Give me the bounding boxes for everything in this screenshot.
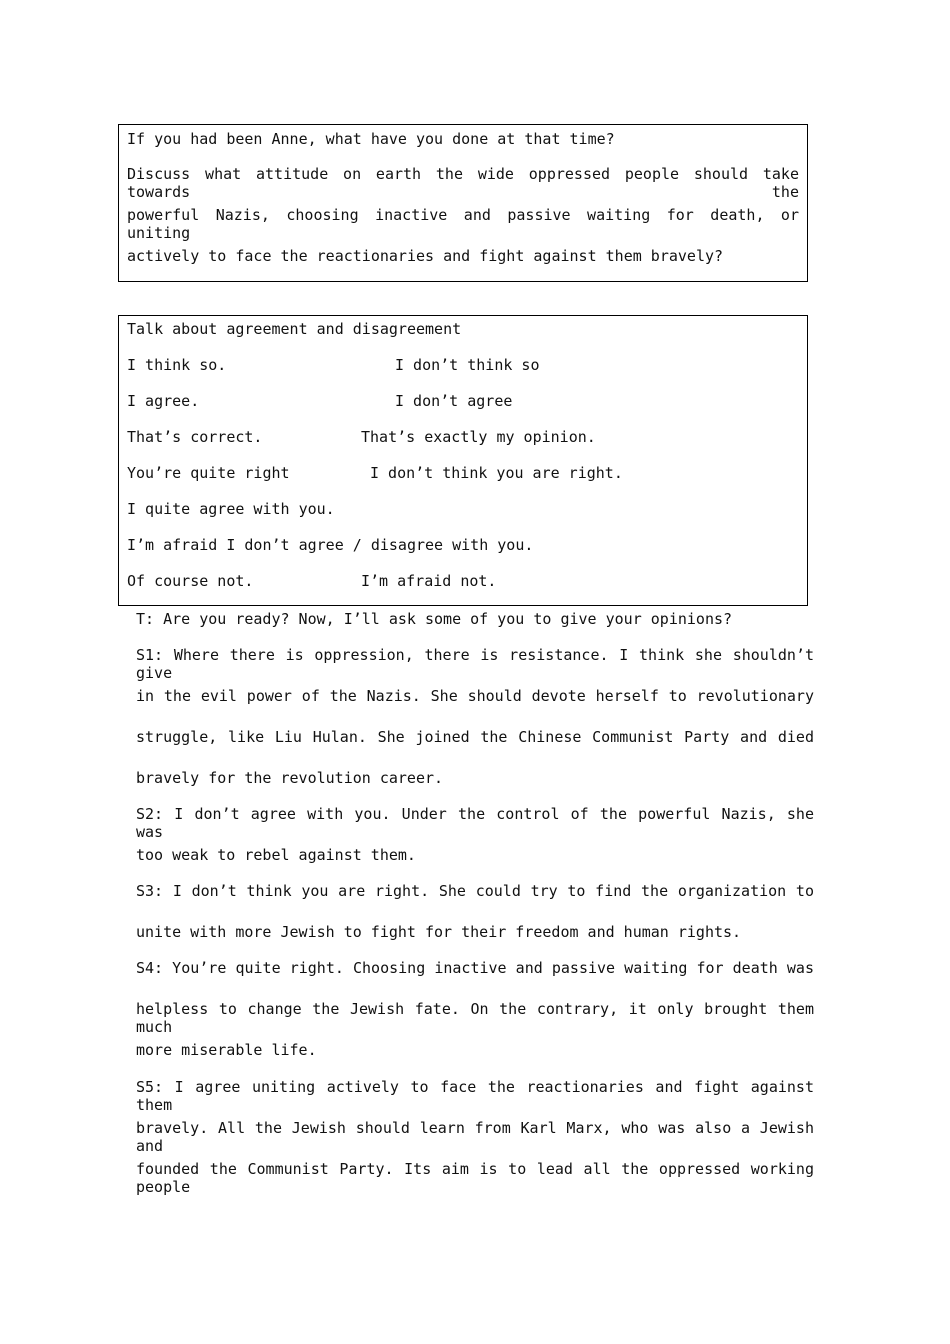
student-5-line: bravely. All the Jewish should learn from Karl Marx, who was also a Jewish and <box>136 1119 814 1155</box>
expression-disagree: I don’t agree <box>395 392 513 410</box>
expression-agree: I agree. <box>127 392 200 410</box>
student-5-line: S5: I agree uniting actively to face the reactionaries and fight against them <box>136 1078 814 1114</box>
student-2-line: too weak to rebel against them. <box>136 846 416 864</box>
student-3-line: unite with more Jewish to fight for their freedom and human rights. <box>136 923 742 941</box>
expression-agree: I quite agree with you. <box>127 500 335 518</box>
expression-agree: That’s exactly my opinion. <box>361 428 596 446</box>
expression-agree: That’s correct. <box>127 428 263 446</box>
expression-agree: You’re quite right <box>127 464 290 482</box>
student-4-line: more miserable life. <box>136 1041 317 1059</box>
student-4-line: S4: You’re quite right. Choosing inactive and passive waiting for death was <box>136 959 814 977</box>
expression-disagree: I’m afraid I don’t agree / disagree with you. <box>127 536 534 554</box>
expressions-title: Talk about agreement and disagreement <box>127 320 462 338</box>
discussion-question: If you had been Anne, what have you done at that time? <box>127 130 615 148</box>
teacher-line: T: Are you ready? Now, I’ll ask some of you to give your opinions? <box>136 610 733 628</box>
student-1-line: S1: Where there is oppression, there is resistance. I think she shouldn’t give <box>136 646 814 682</box>
discussion-text-line-1: Discuss what attitude on earth the wide oppressed people should take towards the <box>127 165 799 201</box>
expression-disagree: I don’t think you are right. <box>370 464 623 482</box>
student-4-line: helpless to change the Jewish fate. On the contrary, it only brought them much <box>136 1000 814 1036</box>
student-3-line: S3: I don’t think you are right. She could try to find the organization to <box>136 882 814 900</box>
expression-agree: I think so. <box>127 356 227 374</box>
expression-disagree: Of course not. <box>127 572 254 590</box>
expression-disagree: I’m afraid not. <box>361 572 497 590</box>
discussion-text-line-3: actively to face the reactionaries and fight against them bravely? <box>127 247 724 265</box>
student-1-line: in the evil power of the Nazis. She should devote herself to revolutionary <box>136 687 814 705</box>
student-5-line: founded the Communist Party. Its aim is to lead all the oppressed working people <box>136 1160 814 1196</box>
expression-disagree: I don’t think so <box>395 356 540 374</box>
student-1-line: struggle, like Liu Hulan. She joined the Chinese Communist Party and died <box>136 728 814 746</box>
student-2-line: S2: I don’t agree with you. Under the control of the powerful Nazis, she was <box>136 805 814 841</box>
student-1-line: bravely for the revolution career. <box>136 769 444 787</box>
discussion-text-line-2: powerful Nazis, choosing inactive and passive waiting for death, or uniting <box>127 206 799 242</box>
